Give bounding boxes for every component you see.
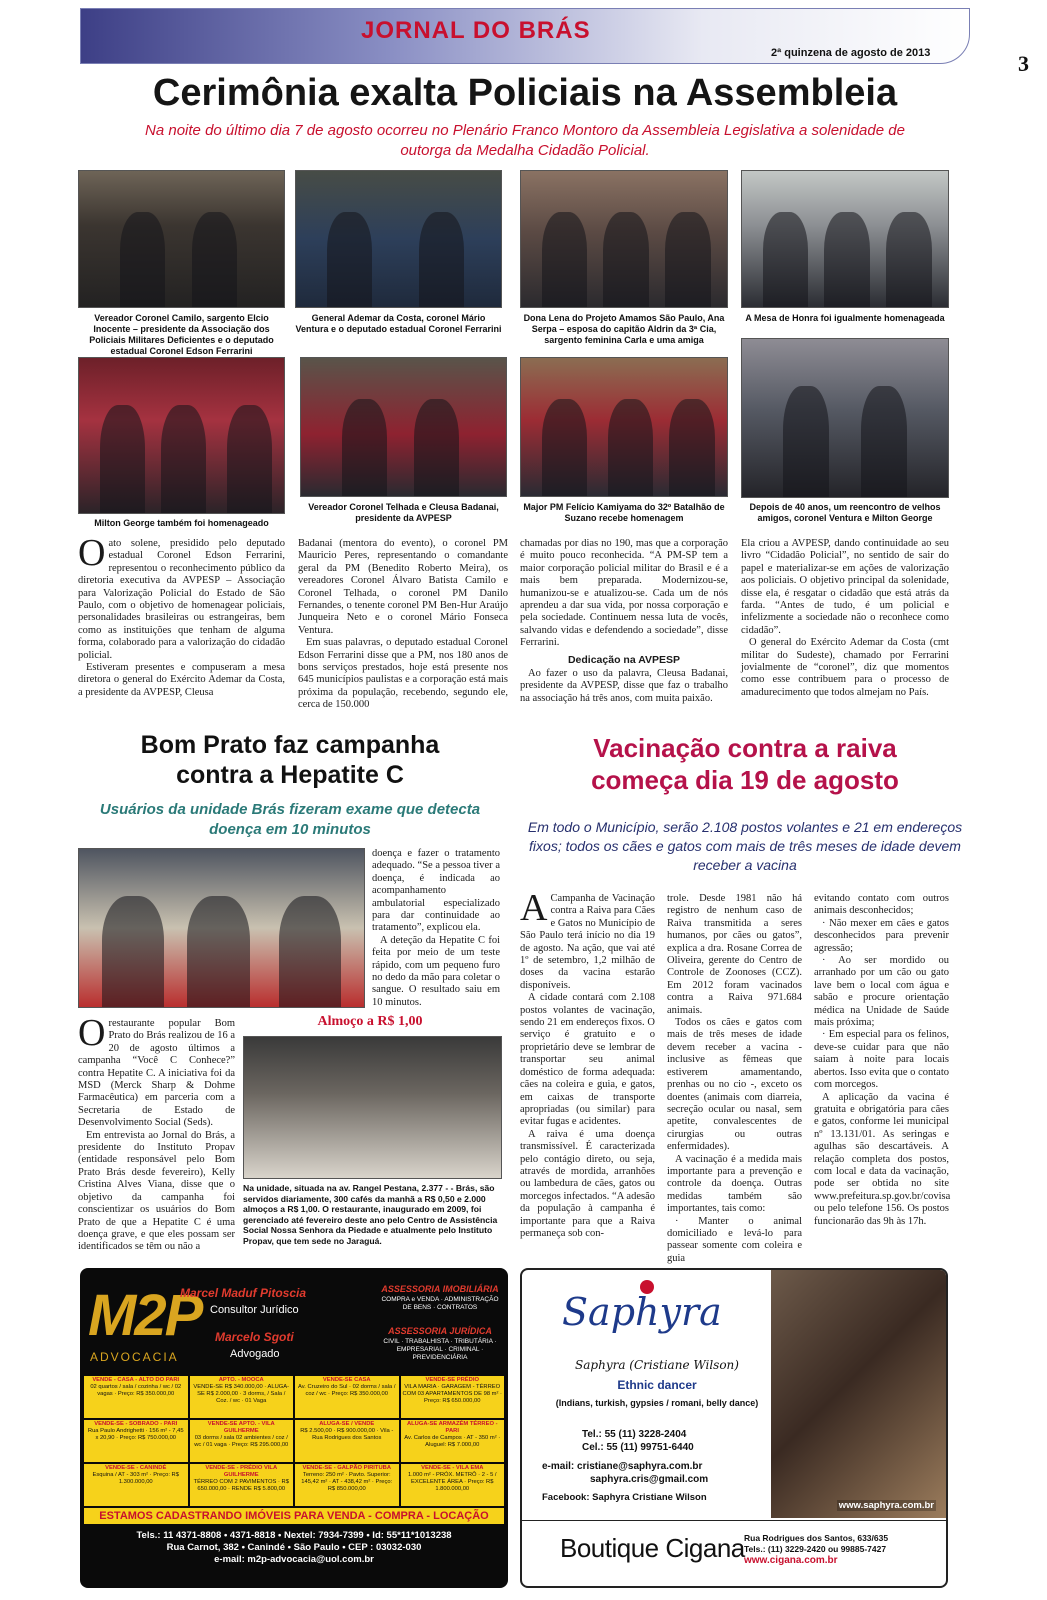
caption-1: Vereador Coronel Camilo, sargento Elcio Inocente – presidente da Associação dos Policiais Militares Deficientes e o deputado estadual Coronel Edson Ferrarini — [89, 313, 274, 356]
m2p-service-2-text: CIVIL · TRABALHISTA · TRIBUTÁRIA · EMPRESARIAL · CRIMINAL · PREVIDENCIÁRIA — [383, 1338, 497, 1361]
m2p-name-2: Marcelo Sgoti — [215, 1330, 294, 1344]
caption-2: General Ademar da Costa, coronel Mário Ventura e o deputado estadual Coronel Ferrarini — [295, 313, 502, 334]
caption-4: A Mesa de Honra foi igualmente homenageada — [745, 313, 945, 323]
article2-column-left: Orestaurante popular Bom Prato do Brás realizou de 16 a 20 de agosto últimos a campanha “Você C Conhece?” contra Hepatite C. A iniciativa foi da MSD (Merck Sharp & Dohme Farmacêutica) em parceria com a Secretaria de Estado de Desenvolvimento Social (Seds). Em entrevista ao Jornal do Brás, a presidente do Instituto Propav (entidade responsável pelo Bom Prato Brás desde fevereiro), Kelly Cristina Alves Viana, disse que o objetivo da campanha foi conscientizar os usuários do Bom Prato de que a Hepatite C é uma doença grave, e que eles possam ser identificados se têm ou não a — [78, 1012, 235, 1253]
m2p-logo: M2P — [88, 1283, 202, 1348]
ad-saphyra — [520, 1268, 948, 1588]
caption-5: Milton George também foi homenageado — [94, 518, 269, 528]
listing-cell: VENDE-SE - PRÉDIO VILA GUILHERME TÉRREO COM 2 PAVIMENTOS · R$ 650.000,00 · RENDE R$ 5.800,00 — [190, 1464, 294, 1506]
article3-column-1: A Campanha de Vacinação contra a Raiva para Cães e Gatos no Município de São Paulo terá início no dia 19 de agosto. Na ação, que vai até 1º de setembro, 1,2 milhão de doses da vacina estarão disponíveis. A cidade contará com 2.108 postos volantes de vacinação, sendo 21 em endereços fixos. O serviço é gratuito e o proprietário deve se lembrar de transportar seu animal doméstico de forma adequada: cães na coleira e guia, e gatos, em caixas de transporte apropriadas (ou similar) para evitar fugas e acidentes. A raiva é uma doença transmissível. É caracterizada pelo contágio direto, ou seja, através de mordida, arranhões ou lambedura de cães, gatos ou morcegos infectados. “A adesão da população à campanha é importante para que a Raiva permaneça sob con- — [520, 887, 655, 1239]
boutique-contact: Rua Rodrigues dos Santos, 633/635 Tels.: (11) 3229-2420 ou 99885-7427 www.cigana.com.br — [744, 1533, 889, 1566]
article3-column-3: evitando contato com outros animais desconhecidos; · Não mexer em cães e gatos desconhecidos para prevenir agressão; · Ao ser mordido ou arranhado por um cão ou gato lave bem o local com água e sabão e procure orientação médica na Unidade de Saúde mais próxima; · Em especial para os felinos, deve-se cuidar para que não saiam à noite para locais abertos. Isso evita que o contato com morcegos. A aplicação da vacina é gratuita e obrigatória para cães e gatos, conforme lei municipal nº 13.131/01. As seringas e agulhas são descartáveis. A relação completa dos postos, com local e data da vacinação, pode ser obtida no site www.prefeitura.sp.gov.br/covisa ou pelo telefone 156. Os postos funcionarão das 9h às 17h. — [814, 893, 951, 1227]
saphyra-emails: e-mail: cristiane@saphyra.com.br saphyra.cris@gmail.com — [542, 1461, 709, 1485]
ad-m2p-advocacia — [80, 1268, 508, 1588]
article2-subtitle: Usuários da unidade Brás fizeram exame que detecta doença em 10 minutos — [99, 801, 481, 838]
dropcap: A — [520, 887, 548, 929]
photo-hepatite-test — [78, 848, 365, 1008]
article3-subtitle: Em todo o Município, serão 2.108 postos volantes e 21 em endereços fixos; todos os cães e gatos com mais de três meses de idade devem receber a vacina — [527, 819, 963, 873]
article1-column-1: Oato solene, presidido pelo deputado estadual Coronel Edson Ferrarini, representou o reconhecimento público da diretoria executiva da AVPESP – Associação para Valorização Policial do Estado de São Paulo, com o objetivo de homenagear policiais, personalidades brasileiras ou estrangeiras, bem como as instituições que tenham de alguma forma, colaborado para a valorização do cidadão policial. Estiveram presentes e compuseram a mesa diretora o general do Exército Ademar da Costa, a presidente da AVPESP, Cleusa — [78, 532, 285, 698]
caption-7: Major PM Felício Kamiyama do 32º Batalhão de Suzano recebe homenagem — [523, 502, 725, 523]
article1-subtitle: Na noite do último dia 7 de agosto ocorreu no Plenário Franco Montoro da Assembleia Legislativa a solenidade de outorga da Medalha Cidadão Policial. — [145, 122, 905, 159]
photo-almoco — [243, 1036, 502, 1179]
photo2-title: Almoço a R$ 1,00 — [317, 1014, 423, 1029]
m2p-role-1: Consultor Jurídico — [210, 1304, 299, 1316]
m2p-contact: Tels.: 11 4371-8808 • 4371-8818 • Nextel: 7934-7399 • Id: 55*11*1013238 Rua Carnot, 382 • Canindé • São Paulo • CEP : 03032-030 e-mail: m2p-advocacia@uol.com.br — [136, 1530, 452, 1565]
saphyra-name: Saphyra (Cristiane Wilson) — [575, 1358, 739, 1372]
photo-camilo — [78, 170, 285, 308]
m2p-service-1-title: ASSESSORIA IMOBILIÁRIA — [381, 1284, 499, 1294]
article1-column-2: Badanai (mentora do evento), o coronel PM Mauricio Peres, representando o comandante geral da PM (Benedito Roberto Meira), os vereadores Coronel Álvaro Batista Camilo e Coronel Telhada, o coronel PM Danilo Fernandes, o tenente coronel PM Ben-Hur Araújo Junqueira Neto e o coronel Mário Fonseca Ventura. Em suas palavras, o deputado estadual Coronel Edson Ferrarini disse que a PM, nos 180 anos de bons serviços prestados, hoje está presente nos 645 municípios paulistas e a corporação está mais próxima da população, recebendo, segundo ele, cerca de 150.000 — [298, 538, 508, 711]
article3-column-2: trole. Desde 1981 não há registro de nenhum caso de Raiva transmitida a seres humanos, por cães ou gatos”, explica a dra. Rosane Correa de Oliveira, gerente do Centro de Controle de Zoonoses (CCZ). Em 2012 foram vacinados contra a Raiva 971.684 animais. Todos os cães e gatos com mais de três meses de idade devem receber a vacina -inclusive as fêmeas que estiverem amamentando, prenhas ou no cio -, exceto os doentes (animais com diarreia, secreção ocular ou nasal, sem apetite, convalescentes de cirurgias ou outras enfermidades). A vacinação é a medida mais importante para a prevenção e controle da doença. Outras medidas também são importantes, tais como: · Manter o animal domiciliado e levá-lo para passear somente com coleira e guia — [667, 893, 802, 1264]
caption-6: Vereador Coronel Telhada e Cleusa Badanai, presidente da AVPESP — [308, 502, 499, 523]
listing-cell: VENDE - CASA - ALTO DO PARI 02 quartos / sala / cozinha / wc / 02 vagas · Preço: R$ 350.000,00 — [84, 1376, 188, 1418]
article2-column-right: doença e fazer o tratamento adequado. “Se a pessoa tiver a doença, é indicada ao acompanhamento ambulatorial especializado para dar continuidade ao tratamento”, explicou ela. A deteção da Hepatite C foi feita por meio de um teste rápido, com um pequeno furo no dedo da mão para coletar o sangue. O resultado saiu em 10 minutos. — [372, 848, 500, 1008]
saphyra-role: Ethnic dancer — [617, 1378, 697, 1392]
article1-column-4: Ela criou a AVPESP, dando continuidade ao seu livro “Cidadão Policial”, no sentido de sair do papel e materializar-se em ações de valorização aos policiais. O objetivo principal da solenidade, disse ela, é resgatar o cidadão que está atrás da farda. “Antes de tudo, é um policial e infelizmente a sociedade não o reconhece como cidadão”. O general do Exército Ademar da Costa (cmt militar do Sudeste), chamado por Ferrarini jovialmente de “coronel”, diz que momentos como esse contribuem para o processo de amadurecimento que todos almejam no País. — [741, 538, 949, 698]
page-number: 3 — [1018, 51, 1029, 76]
m2p-listings — [84, 1376, 504, 1506]
saphyra-website: www.saphyra.com.br — [838, 1500, 934, 1511]
listing-cell: VENDE-SE PRÉDIO VILA MARIA · GARAGEM - TÉRREO COM 03 APARTAMENTOS DE 98 m² · Preço: R$ 650.000,00 — [401, 1376, 505, 1418]
listing-cell: VENDE-SE - CANINDÉ Esquina / AT - 303 m² · Preço: R$ 1.300.000,00 — [84, 1464, 188, 1506]
article1-column-3: chamadas por dias no 190, mas que a corporação é muito pouco reconhecida. “A PM-SP tem a maior corporação policial militar do Brasil e é a mais bem preparada. Modernizou-se, humanizou-se e atualizou-se. Cada um de nós aprendeu a dar sua vida, por nossa corporação e pela sociedade. Continuem nessa luta de vocês, salvando vidas e defendendo a sociedade”, disse Ferrarini. Dedicação na AVPESP Ao fazer o uso da palavra, Cleusa Badanai, presidente da AVPESP, disse que faz o trabalho na associação há três anos, com muita paixão. — [520, 538, 728, 704]
listing-cell: VENDE-SE - GALPÃO PIRITUBA Terreno: 250 m² · Pavto. Superior: 145,42 m² · AT - 438,42 m² · Preço: R$ 850.000,00 — [295, 1464, 399, 1506]
listing-cell: APTO. - MOOCA VENDE-SE R$ 340.000,00 · ALUGA-SE R$ 2.000,00 · 3 dorms, / Sala / Coz. / wc · 01 Vaga — [190, 1376, 294, 1418]
photo-mesa — [741, 170, 949, 308]
listing-cell: VENDE-SE CASA Av. Cruzeiro do Sul · 02 dorms / sala / coz / wc · Preço: R$ 350.000,00 — [295, 1376, 399, 1418]
photo2-caption: Na unidade, situada na av. Rangel Pestana, 2.377 - - Brás, são servidos diariamente, 300 cafés da manhã a R$ 0,50 e 2.000 almoços a R$ 1,00. O restaurante, inaugurado em 2009, foi gerenciado até fevereiro deste ano pelo Centro de Assistência Social Nossa Senhora da Piedade e atualmente pelo Instituto Propav, que tem sede no Jaraguá. — [243, 1183, 498, 1246]
listing-cell: ALUGA-SE ARMAZÉM TÉRREO - PARI Av. Carlos de Campos · AT - 350 m² · Aluguel: R$ 7.000,00 — [401, 1420, 505, 1462]
caption-8: Depois de 40 anos, um reencontro de velhos amigos, coronel Ventura e Milton George — [749, 502, 941, 523]
article3-headline: Vacinação contra a raiva começa dia 19 de agosto — [591, 733, 899, 795]
photo-telhada — [300, 357, 507, 497]
photo-ademar — [295, 170, 502, 308]
dropcap: O — [78, 1012, 106, 1054]
boutique-name: Boutique Cigana — [560, 1533, 745, 1563]
saphyra-facebook: Facebook: Saphyra Cristiane Wilson — [542, 1492, 707, 1503]
m2p-role-2: Advogado — [230, 1348, 280, 1360]
saphyra-logo: Saphyra — [562, 1290, 722, 1334]
photo-milton — [78, 357, 285, 514]
m2p-service-2-title: ASSESSORIA JURÍDICA — [388, 1326, 492, 1336]
m2p-logo-subtitle: ADVOCACIA — [90, 1350, 179, 1364]
masthead — [80, 8, 1029, 76]
article1-headline: Cerimônia exalta Policiais na Assembleia — [152, 72, 898, 114]
m2p-name-1: Marcel Maduf Pitoscia — [180, 1286, 307, 1300]
subhead-dedicacao: Dedicação na AVPESP — [567, 653, 681, 666]
issue-date: 2ª quinzena de agosto de 2013 — [771, 47, 931, 59]
m2p-cta: ESTAMOS CADASTRANDO IMÓVEIS PARA VENDA - COMPRA - LOCAÇÃO — [84, 1508, 504, 1524]
saphyra-phones: Tel.: 55 (11) 3228-2404 Cel.: 55 (11) 99751-6440 — [582, 1429, 694, 1453]
photo-ventura — [741, 338, 949, 498]
photo-kamiyama — [520, 357, 728, 497]
listing-cell: VENDE-SE - SOBRADO - PARI Rua Paulo Andrighetti · 156 m² - 7,45 x 20,90 · Preço: R$ 750.000,00 — [84, 1420, 188, 1462]
dropcap: O — [78, 532, 106, 574]
photo-lena — [520, 170, 728, 308]
m2p-service-1-text: COMPRA e VENDA · ADMINISTRAÇÃO DE BENS · CONTRATOS — [381, 1296, 499, 1311]
saphyra-styles: (Indians, turkish, gypsies / romani, belly dance) — [555, 1398, 759, 1408]
dancer-photo — [771, 1270, 946, 1518]
caption-3: Dona Lena do Projeto Amamos São Paulo, Ana Serpa – esposa do capitão Aldrin da 3ª Cia, sargento feminina Carla e uma amiga — [523, 313, 725, 345]
newspaper-title: JORNAL DO BRÁS — [361, 17, 591, 44]
article2-headline: Bom Prato faz campanha contra a Hepatite C — [140, 731, 440, 789]
listing-cell: ALUGA-SE / VENDE R$ 2.500,00 · R$ 900.000,00 · Vila - Rua Rodrigues dos Santos — [295, 1420, 399, 1462]
boutique-banner — [522, 1520, 946, 1586]
listing-cell: VENDE-SE - VILA EMA 1.000 m² - PRÓX. METRÔ · 2 - 5 / EXCELENTE ÁREA · Preço: R$ 1.800.000,00 — [401, 1464, 505, 1506]
listing-cell: VENDE-SE APTO. - VILA GUILHERME 03 dorms / sala 02 ambientes / coz / wc / 01 vaga · Preço: R$ 295.000,00 — [190, 1420, 294, 1462]
